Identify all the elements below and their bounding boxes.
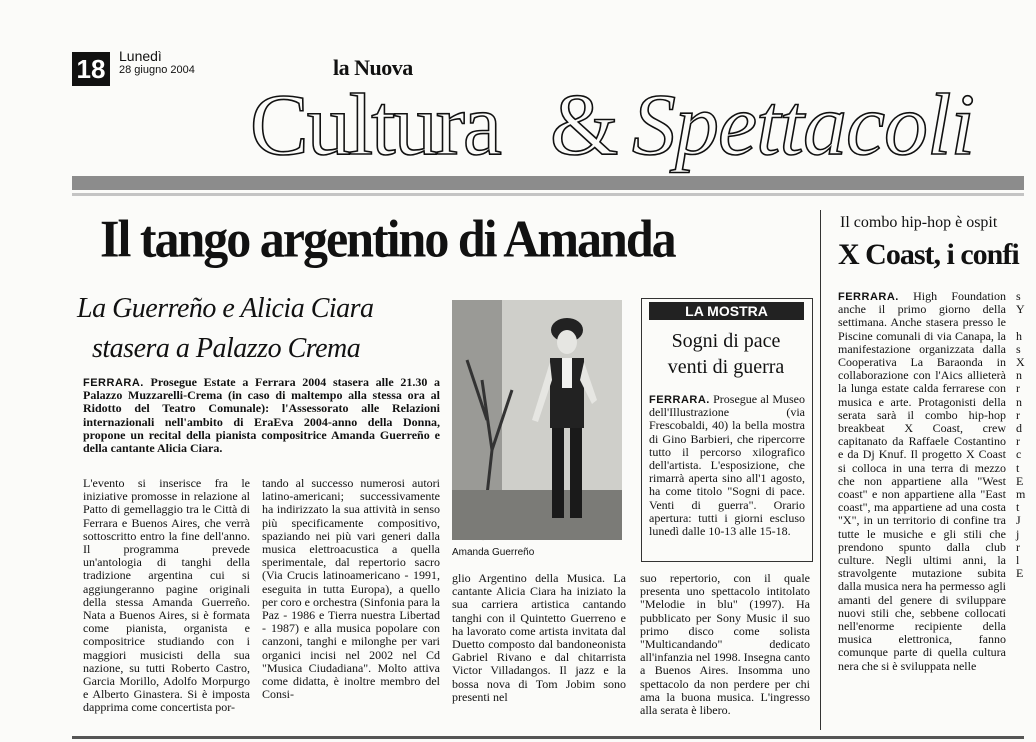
article-subhead-line1: La Guerreño e Alicia Ciara bbox=[77, 293, 374, 324]
right-article-dateline: FERRARA. bbox=[838, 291, 899, 303]
right-article-text bbox=[838, 290, 1006, 673]
column-divider bbox=[820, 210, 821, 730]
box-dateline: FERRARA. bbox=[649, 394, 710, 406]
header-rule bbox=[72, 176, 1024, 190]
article-headline: Il tango argentino di Amanda bbox=[100, 209, 675, 268]
article-column-4: suo repertorio, con il quale presenta uno spettacolo intitolato "Melodie in blu" (1997). Ha pubblicato per Sony Music il suo primo disco come solista "Multicandando" dedicato all'infanzia nel 1998. Insegna canto a Buenos Aires. Insomma uno spettacolo da non perdere per chi ama la buona musica. L'ingresso alla serata è libero. bbox=[640, 571, 810, 718]
box-body: Prosegue al Museo dell'Illustrazione (via Frescobaldi, 40) la bella mostra di Gino Barbieri, che ripercorre tutto il percorso xilografico dell'artista. L'esposizione, che rimarrà aperta sino all'1 agosto, ha come titolo "Sogni di pace. Venti di guerra". Orario apertura: tutti i giorni escluso lunedì dalle 10-13 alle 15-18. bbox=[649, 392, 805, 539]
article-lead bbox=[83, 376, 440, 455]
box-text bbox=[649, 393, 805, 538]
article-photo bbox=[452, 300, 622, 540]
article-subhead-line2: stasera a Palazzo Crema bbox=[92, 333, 361, 364]
photo-illustration bbox=[452, 300, 622, 540]
right-article-headline: X Coast, i confi bbox=[838, 238, 1019, 271]
issue-date: 28 giugno 2004 bbox=[119, 64, 195, 76]
right-article-kicker: Il combo hip-hop è ospit bbox=[840, 214, 998, 231]
right-article-body: High Foundation anche il primo giorno della settimana. Anche stasera presso le Piscine comunali di via Canapa, la manifestazione organizzata dalla Cooperativa La Baraonda in collaborazione con l'Aics allieterà la lunga estate calda ferrarese con musica e arte. Protagonisti della serata sarà il combo hip-hop breakbeat X Coast, crew capitanato da Raffaele Costantino e da Dj Knuf. Il progetto X Coast si colloca in una terra di mezzo che non appartiene alla "West coast" e non appartiene alla "East coast", ma appartiene ad una costa "X", in un territorio di confine tra tutte le musiche e gli stili che prendono spunto dalla club culture. Negli ultimi anni, la stravolgente mutazione subita dalla musica nera ha permesso agli amanti del genere di sviluppare nuovi stili che, sebbene collocati nell'enorme recipiente della musica elettronica, fanno comunque parte di quella cultura nera che si è sviluppata nelle bbox=[838, 289, 1007, 673]
lead-dateline: FERRARA. bbox=[83, 377, 144, 389]
newspaper-name: la Nuova bbox=[333, 55, 413, 80]
box-label: LA MOSTRA bbox=[649, 302, 804, 320]
photo-caption: Amanda Guerreño bbox=[452, 547, 535, 558]
header-rule-thin bbox=[72, 193, 1024, 196]
issue-day: Lunedì bbox=[119, 48, 162, 64]
page-number: 18 bbox=[72, 52, 110, 86]
article-column-2: tando al successo numerosi autori latino-americani; successivamente ha indirizzato la sua attività in senso più specificamente compositivo, spaziando nei più vari generi dalla musica elettroacustica a quella sperimentale, dal repertorio sacro (Via Crucis latinoamericano - 1991, eseguita in tutta Europa), a quello per coro e orchestra (Sinfonia para la Paz - 1986 e Tierra nuestra Libertad - 1987) e alla musica popolare con canzoni, tanghi e milonghe per vari organici incisi nel 2002 nel Cd "Musica Ciudadiana". Molto attiva come didatta, è inoltre membro del Consi- bbox=[262, 476, 440, 702]
box-title-line2: venti di guerra bbox=[667, 356, 785, 378]
right-edge-cut-text: s Y h s X n r n r d r c t E m t J j r l E bbox=[1016, 289, 1026, 581]
section-title-culture: Cultura bbox=[250, 77, 500, 174]
section-title-spettacoli: Spettacoli bbox=[632, 77, 974, 174]
article-column-3: glio Argentino della Musica. La cantante Alicia Ciara ha iniziato la sua carriera artistica cantando tanghi con il Quintetto Guerreno e ha lavorato come artista invitata dal Duetto composto dal bandoneonista Gabriel Rivano e dal chitarrista Victor Villadangos. Il jazz e la bossa nova di Tom Jobim sono presenti nel bbox=[452, 571, 626, 704]
bottom-rule bbox=[72, 736, 1024, 739]
article-column-1: L'evento si inserisce fra le iniziative promosse in relazione al Patto di gemellaggio tra le Città di Ferrara e Buenos Aires, che verrà sottoscritto entro la fine dell'anno. Il programma prevede un'antologia di tanghi della tradizione argentina cui si aggiungeranno pagine originali della stessa Amanda Guerreño. Nata a Buenos Aires, si è formata come pianista, organista e compositrice studiando con i maggiori musicisti della sua nazione, su tutti Roberto Castro, Garcia Morillo, Adolfo Morpurgo e Alberto Ginastera. Si è imposta dapprima come concertista por- bbox=[83, 476, 250, 715]
box-title-line1: Sogni di pace bbox=[671, 330, 781, 352]
section-title-ampersand: & bbox=[550, 77, 619, 174]
lead-text: Prosegue Estate a Ferrara 2004 stasera alle 21.30 a Palazzo Muzzarelli-Crema (in caso di maltempo alla stessa ora al Ridotto del Teatro Comunale): l'Assessorato alle Relazioni internazionali nell'ambito di EraEva 2004-anno della Donna, propone un recital della pianista compositrice Amanda Guerreño e della cantante Alicia Ciara. bbox=[83, 375, 441, 456]
